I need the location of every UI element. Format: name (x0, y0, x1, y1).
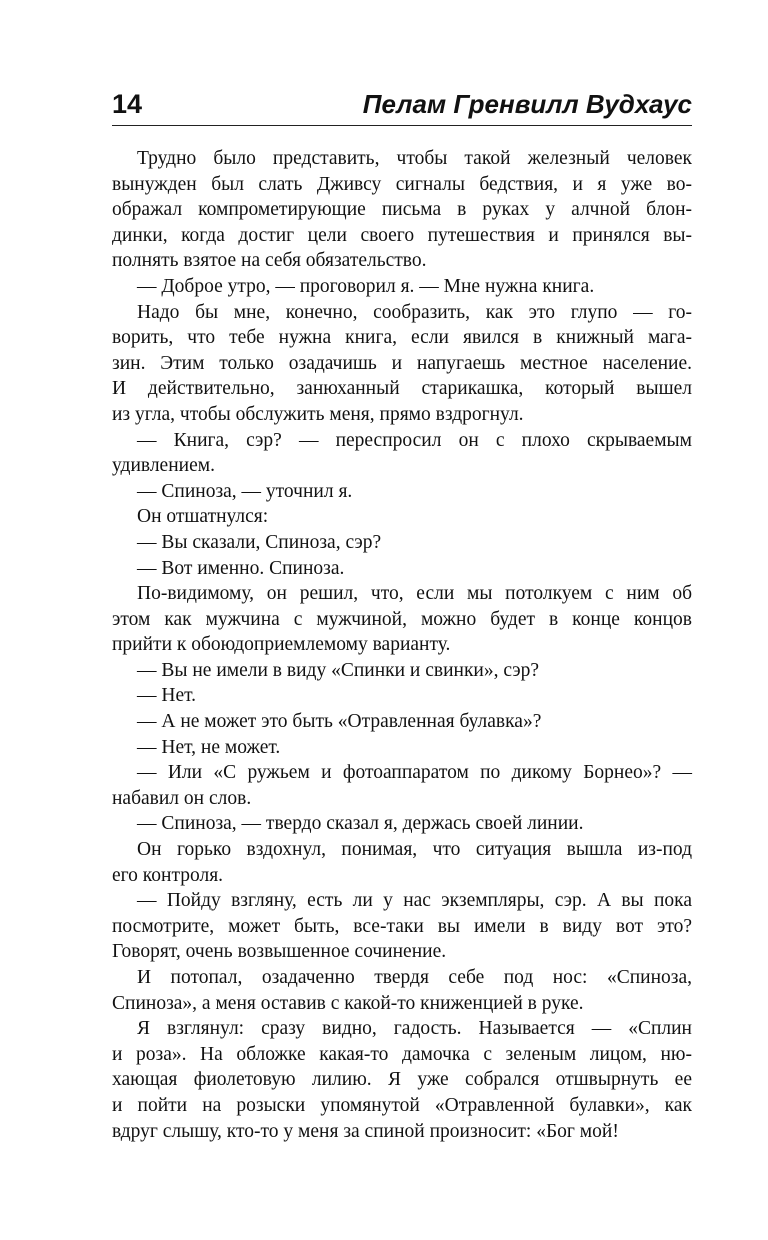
paragraph (112, 1016, 692, 1144)
text-line: этом как мужчина с мужчиной, можно будет в конце концов (112, 608, 692, 630)
text-line: — А не может это быть «Отравленная булавка»? (137, 711, 542, 733)
text-line: Я взглянул: сразу видно, гадость. Называется — «Сплин (137, 1018, 692, 1040)
text-line: — Доброе утро, — проговорил я. — Мне нужна книга. (137, 275, 595, 297)
text-line: И действительно, занюханный старикашка, который вышел (112, 378, 692, 400)
page-header (112, 86, 692, 126)
text-line: — Спиноза, — твердо сказал я, держась своей линии. (137, 813, 584, 835)
paragraph (112, 683, 692, 709)
paragraph (112, 811, 692, 837)
text-line: ображал компрометирующие письма в руках у алчной блон- (112, 199, 692, 221)
paragraph (112, 888, 692, 965)
text-line: — Спиноза, — уточнил я. (137, 480, 353, 502)
text-line: Спиноза», а меня оставив с какой-то книженцией в руке. (112, 992, 584, 1014)
text-line: прийти к обоюдоприемлемому варианту. (112, 634, 451, 656)
paragraph (112, 300, 692, 428)
paragraph (112, 504, 692, 530)
paragraph (112, 556, 692, 582)
text-line: хающая фиолетовую лилию. Я уже собрался отшвырнуть ее (112, 1069, 692, 1091)
text-line: вынужден был слать Дживсу сигналы бедствия, и я уже во- (112, 173, 692, 195)
text-line: набавил он слов. (112, 787, 252, 809)
paragraph (112, 146, 692, 274)
text-line: зин. Этим только озадачишь и напугаешь местное население. (112, 352, 692, 374)
text-line: и роза». На обложке какая-то дамочка с зеленым лицом, ню- (112, 1043, 692, 1065)
text-line: — Нет, не может. (137, 736, 281, 758)
running-title: Пелам Гренвилл Вудхаус (362, 89, 692, 119)
text-line: и пойти на розыски упомянутой «Отравленной булавки», как (112, 1094, 692, 1116)
text-line: из угла, чтобы обслужить меня, прямо вздрогнул. (112, 403, 524, 425)
paragraph (112, 760, 692, 811)
text-line: динки, когда достиг цели своего путешествия и принялся вы- (112, 224, 692, 246)
text-line: — Или «С ружьем и фотоаппаратом по дикому Борнео»? — (137, 762, 692, 784)
text-line: — Вот именно. Спиноза. (137, 557, 345, 579)
paragraph (112, 274, 692, 300)
page-number: 14 (112, 89, 143, 119)
text-line: — Нет. (137, 685, 197, 707)
text-line: По-видимому, он решил, что, если мы потолкуем с ним об (137, 583, 692, 605)
text-line: — Вы не имели в виду «Спинки и свинки», сэр? (137, 659, 540, 681)
text-line: полнять взятое на себя обязательство. (112, 250, 427, 272)
text-line: Трудно было представить, чтобы такой железный человек (137, 148, 692, 169)
text-line: — Вы сказали, Спиноза, сэр? (137, 531, 382, 553)
text-line: И потопал, озадаченно твердя себе под нос: «Спиноза, (137, 967, 692, 988)
paragraph (112, 709, 692, 735)
text-line: Он горько вздохнул, понимая, что ситуация вышла из-под (137, 839, 692, 861)
text-line: его контроля. (112, 864, 224, 886)
text-line: Надо бы мне, конечно, сообразить, как это глупо — го- (137, 301, 692, 323)
text-line: Он отшатнулся: (137, 506, 269, 528)
paragraph (112, 735, 692, 761)
paragraph (112, 837, 692, 888)
text-line: — Книга, сэр? — переспросил он с плохо скрываемым (137, 429, 692, 451)
paragraph (112, 965, 692, 1016)
text-line: Говорят, очень возвышенное сочинение. (112, 941, 447, 963)
paragraph (112, 658, 692, 684)
body-text (112, 146, 692, 1144)
text-line: вдруг слышу, кто-то у меня за спиной произносит: «Бог мой! (112, 1120, 619, 1142)
text-line: ворить, что тебе нужна книга, если явился в книжный мага- (112, 327, 692, 349)
paragraph (112, 428, 692, 479)
text-line: удивлением. (112, 455, 215, 477)
header-rule (112, 125, 692, 126)
paragraph (112, 530, 692, 556)
text-line: посмотрите, может быть, все-таки вы имели в виду вот это? (112, 915, 692, 937)
text-line: — Пойду взгляну, есть ли у нас экземпляры, сэр. А вы пока (137, 890, 692, 912)
paragraph (112, 581, 692, 658)
paragraph (112, 479, 692, 505)
